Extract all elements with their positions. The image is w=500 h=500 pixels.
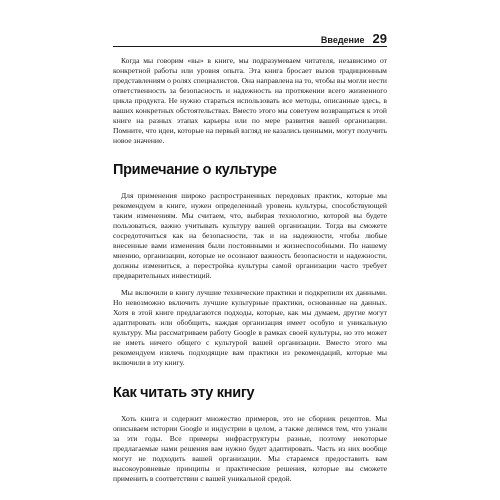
intro-paragraph: Когда мы говорим «вы» в книге, мы подразумеваем читателя, независимо от конкретной работы или уровня опыта. Эта книга бросает вызов традиционным представлениям о ролях специалистов. Она направлена на то, чтобы вы могли нести ответственность за безопасность и надежность на протяжении всего жизненного цикла продукта. Не нужно стараться использовать все методы, описанные здесь, в ваших конкретных обстоятельствах. Вместо этого мы советуем возвращаться к этой книге на разных этапах карьеры или по мере развития вашей организации. Помните, что идеи, которые на первый взгляд не казались ценными, могут получить новое значение. <box>113 56 387 145</box>
culture-paragraph-2: Мы включили в книгу лучшие технические практики и подкрепили их данными. Но невозможно включить лучшие культурные практики, основанные на данных. Хотя в этой книге предлагаются подходы, которые, как мы думаем, другие могут адаптировать или обобщить, каждая организация имеет особую и уникальную культуру. Мы рассматриваем работу Google в рамках своей культуры, но это может не иметь ничего общего с культурой вашей организации. Вместо этого мы рекомендуем извлечь подходящие вам практики из рекомендаций, которые мы включили в эту книгу. <box>113 288 387 367</box>
running-head-section: Введение <box>320 35 365 45</box>
how-to-read-paragraph: Хоть книга и содержит множество примеров, это не сборник рецептов. Мы описываем истории Google и индустрии в целом, а также делимся тем, что узнали за эти годы. Все примеры инфраструктуры разные, поэтому некоторые предлагаемые нами решения вам нужно будет адаптировать. Часть из них вообще могут не подходить вашей организации. Мы стараемся предоставить вам высокоуровневые принципы и практические решения, которые вы сможете применить в соответствии с вашей уникальной средой. <box>113 414 387 483</box>
running-head <box>321 31 387 46</box>
culture-paragraph-1: Для применения широко распространенных передовых практик, которые мы рекомендуем в книге, нужен определенный уровень культуры, способствующей таким изменениям. Мы считаем, что, выбирая технологию, которой вы будете пользоваться, важно учитывать культуру вашей организации. Тогда вы сможете сосредоточиться как на безопасности, так и на надежности, чтобы любые внесенные вами изменения были постоянными и жизнеспособными. По нашему мнению, организации, которые не осознают важность безопасности и надежности, должны измениться, а перестройка культуры самой организации часто требует предварительных инвестиций. <box>113 191 387 280</box>
page-body <box>113 56 387 491</box>
header-rule <box>113 46 387 47</box>
how-to-read-heading: Как читать эту книгу <box>113 385 255 401</box>
page-number: 29 <box>372 31 387 46</box>
culture-heading: Примечание о культуре <box>113 162 277 178</box>
